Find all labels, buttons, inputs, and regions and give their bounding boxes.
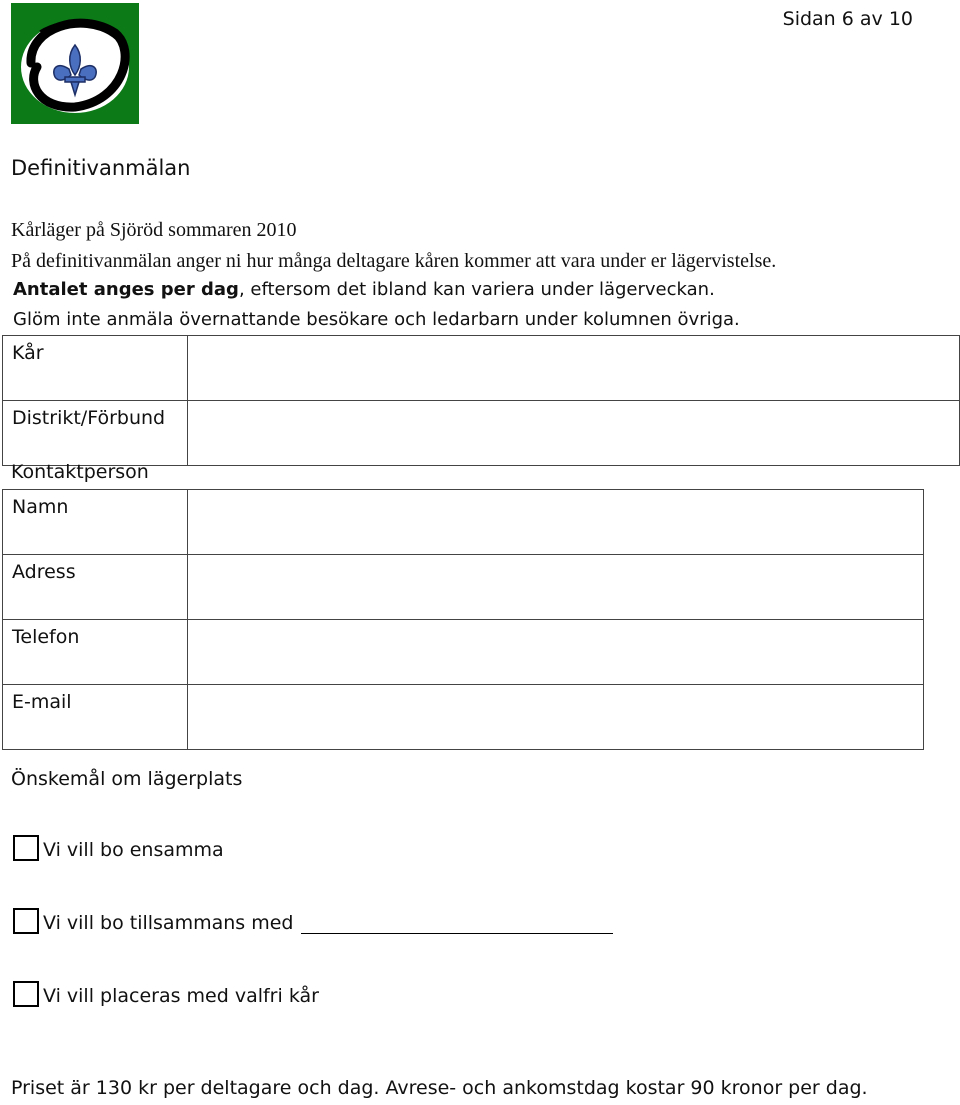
- table-row: [3, 685, 924, 750]
- page-number: Sidan 6 av 10: [782, 8, 913, 30]
- option-bo-ensamma: [13, 835, 224, 861]
- table-row: [3, 401, 960, 466]
- wishes-heading: Önskemål om lägerplats: [11, 768, 243, 790]
- page-title: Definitivanmälan: [11, 156, 191, 180]
- adress-label: Adress: [3, 555, 188, 620]
- table-row: [3, 490, 924, 555]
- kar-label: Kår: [3, 336, 188, 401]
- email-label: E-mail: [3, 685, 188, 750]
- contact-heading: Kontaktperson: [11, 461, 149, 483]
- price-note: Priset är 130 kr per deltagare och dag. Avrese- och ankomstdag kostar 90 kronor per dag.: [11, 1077, 868, 1099]
- intro-line-4: Glöm inte anmäla övernattande besökare och ledarbarn under kolumnen övriga.: [13, 309, 740, 330]
- intro-line-1: Kårläger på Sjöröd sommaren 2010: [11, 219, 297, 241]
- email-field[interactable]: [188, 685, 924, 750]
- table-row: [3, 555, 924, 620]
- intro-line-3: [13, 281, 715, 299]
- checkbox-icon[interactable]: [13, 981, 39, 1007]
- telefon-label: Telefon: [3, 620, 188, 685]
- intro-line-3-bold: Antalet anges per dag: [13, 279, 239, 300]
- fill-in-line[interactable]: [301, 915, 613, 934]
- group-table: [2, 335, 960, 466]
- option-label: Vi vill bo tillsammans med: [43, 912, 294, 934]
- checkbox-icon[interactable]: [13, 835, 39, 861]
- table-row: [3, 620, 924, 685]
- option-label: Vi vill bo ensamma: [43, 839, 224, 861]
- contact-table: [2, 489, 924, 750]
- telefon-field[interactable]: [188, 620, 924, 685]
- table-row: [3, 336, 960, 401]
- option-label: Vi vill placeras med valfri kår: [43, 985, 319, 1007]
- adress-field[interactable]: [188, 555, 924, 620]
- intro-line-3-rest: , eftersom det ibland kan variera under lägerveckan.: [238, 279, 715, 300]
- option-valfri-kar: [13, 981, 319, 1007]
- fleur-de-lis-icon: [11, 3, 139, 124]
- option-bo-tillsammans: [13, 908, 613, 934]
- distrikt-field[interactable]: [188, 401, 960, 466]
- distrikt-label: Distrikt/Förbund: [3, 401, 188, 466]
- namn-label: Namn: [3, 490, 188, 555]
- intro-line-2: På definitivanmälan anger ni hur många deltagare kåren kommer att vara under er lägervistelse.: [11, 250, 777, 272]
- scout-logo: [11, 3, 139, 124]
- checkbox-icon[interactable]: [13, 908, 39, 934]
- namn-field[interactable]: [188, 490, 924, 555]
- kar-field[interactable]: [188, 336, 960, 401]
